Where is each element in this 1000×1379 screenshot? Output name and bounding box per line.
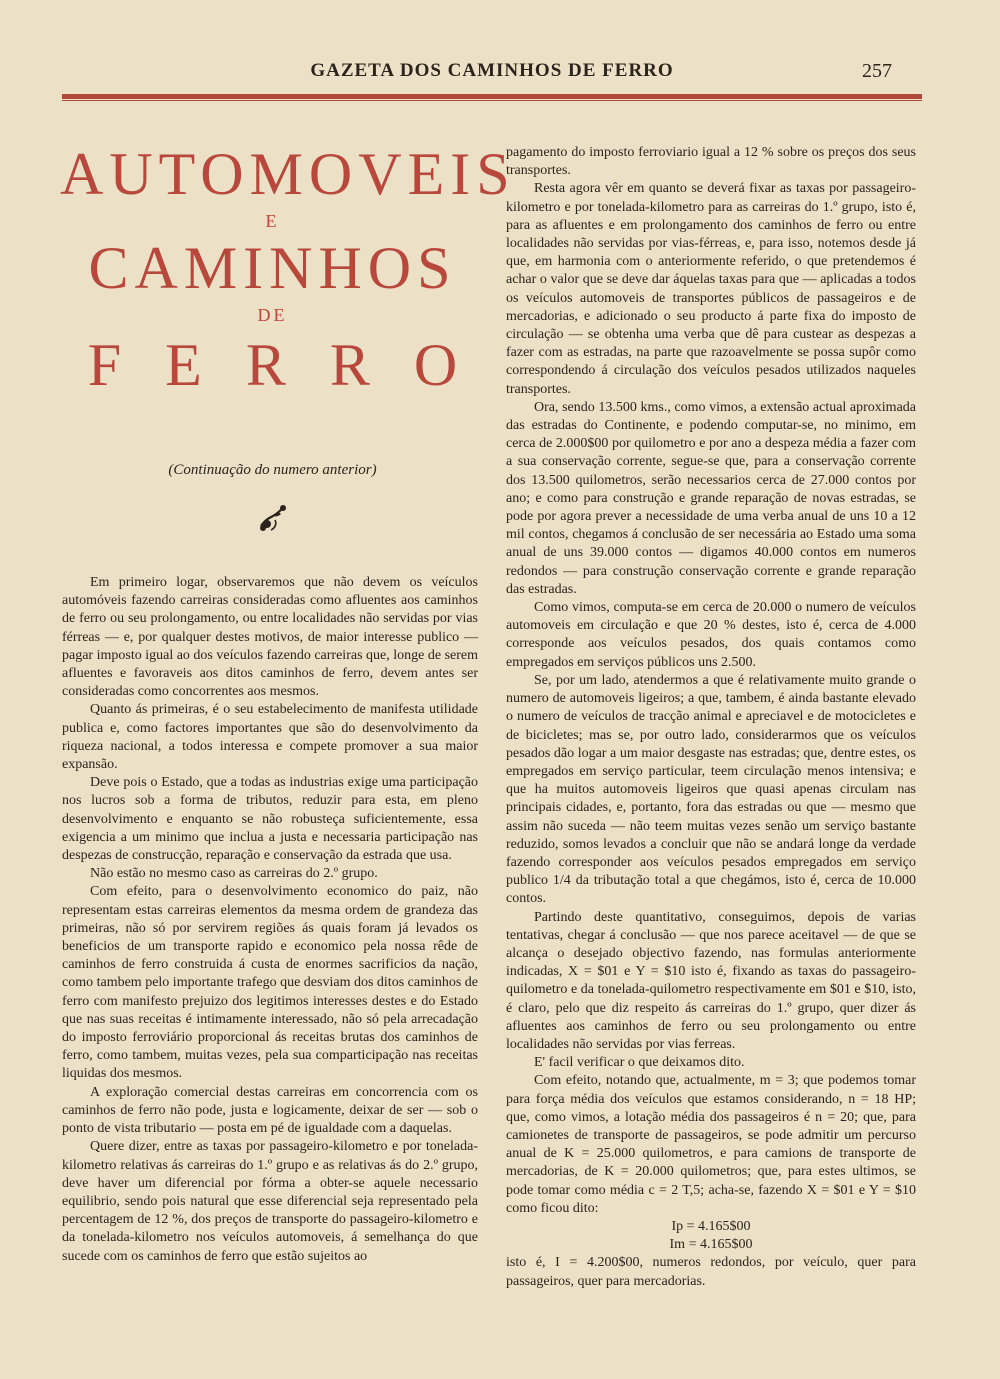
page-header xyxy=(62,58,922,94)
title-line-caminhos: CAMINHOS xyxy=(88,235,457,301)
right-column xyxy=(506,144,916,1291)
title-line-e: E xyxy=(265,211,280,231)
paragraph: pagamento do imposto ferroviario igual a 12 % sobre os preços dos seus transportes. xyxy=(506,145,916,179)
paragraph: Ora, sendo 13.500 kms., como vimos, a extensão actual aproximada das estradas do Continente, e podendo computar-se, no minimo, em cerca de 2.000$00 por quilometro e por ano a despeza média a fazer com a sua conservação corrente, segue-se que, para a conservação corrente dos 13.500 quilometros, serão necessarios cerca de 27.000 contos por ano; e como para construção e grande reparação de novas estradas, se pode por agora prever a necessidade de uma verba anual de uns 10 a 12 mil contos, chegamos á conclusão de ser necessária ao Estado uma soma anual de uns 39.000 contos — digamos 40.000 contos em numeros redondos — para construção conservação corrente e grande reparação das estradas. xyxy=(506,399,916,597)
paragraph-closing: isto é, I = 4.200$00, numeros redondos, por veículo, quer para passageiros, quer para mercadorias. xyxy=(506,1255,916,1289)
article-title xyxy=(60,140,516,402)
paragraph: Com efeito, notando que, actualmente, m = 3; que podemos tomar para força média dos veículos que estamos considerando, n = 18 HP; que, como vimos, a lotação média dos passageiros é n = 20; que, para camionetes de transporte de passageiros, se pode admitir um percurso anual de K = 25.000 quilometros, e para camions de transporte de mercadorias, de K = 20.000 quilometros; que, para estes ultimos, se pode tomar como média c = 2 T,5; acha-se, fazendo X = $01 e Y = $10 como ficou dito: xyxy=(506,1073,916,1216)
paragraph: Quanto ás primeiras, é o seu estabelecimento de manifesta utilidade publica e, como factores importantes que são do desenvolvimento da riqueza nacional, a todos interessa e compete promover a sua maior expansão. xyxy=(62,702,478,773)
paragraph: Não estão no mesmo caso as carreiras do 2.º grupo. xyxy=(90,866,378,882)
header-rule-thin xyxy=(62,100,922,101)
paragraph: E' facil verificar o que deixamos dito. xyxy=(534,1055,745,1071)
header-rule xyxy=(62,94,922,99)
title-line-automoveis: AUTOMOVEIS xyxy=(60,141,516,207)
paragraph: Se, por um lado, atendermos a que é relativamente muito grande o numero de automoveis ligeiros; a que, tambem, é ainda bastante elevado o numero de veículos de tracção animal e apreciavel e de motocicletes e de bicicletes; mas se, por outro lado, considerarmos que os veículos pesados dão logar a um maior desgaste nas estradas; que, dentre estes, os empregados em serviço particular, teem circulação menos intensiva; e que ha muitos automoveis ligeiros que quasi apenas circulam nas principais cidades, e, portanto, fora das estradas ou que — mesmo que assim não suceda — não teem muitas vezes senão um serviço bastante reduzido, somos levados a concluir que não se andará longe da verdade fazendo corresponder aos veículos pesados empregados em serviço publico 1/4 da tributação total a que chegámos, isto é, cerca de 10.000 contos. xyxy=(506,672,916,907)
formula-ip: Ip = 4.165$00 xyxy=(671,1218,751,1234)
left-column xyxy=(62,574,478,1266)
journal-title: GAZETA DOS CAMINHOS DE FERRO xyxy=(310,60,674,81)
paragraph: Partindo deste quantitativo, conseguimos, depois de varias tentativas, chegar á conclusão — que nos parece aceitavel — de que se alcança o desejado objectivo fazendo, nas formulas anteriormente indicadas, X = $01 e Y = $10 isto é, fixando as taxas do passageiro-quilometro e da tonelada-quilometro respectivamente em $01 e $10, isto, é claro, pelo que diz respeito ás carreiras do 1.º grupo, quer dizer ás afluentes aos caminhos de ferro ou seu prolongamento ou entre localidades não servidas por vias ferreas. xyxy=(506,909,916,1052)
paragraph: Em primeiro logar, observaremos que não devem os veículos automóveis fazendo carreiras consideradas como afluentes aos caminhos de ferro ou seu prolongamento, ou entre localidades não servidas por vias férreas — e, por qualquer destes motivos, de maior interesse publico — pagar imposto igual ao dos veículos fazendo carreiras que, longe de serem afluentes e favoraveis aos ditos caminhos de ferro, devem antes ser consideradas como concorrentes aos mesmos. xyxy=(62,575,478,700)
paragraph: Como vimos, computa-se em cerca de 20.000 o numero de veículos automoveis em circulação e que 20 % destes, isto é, cerca de 4.000 corresponde aos veículos pesados, dos quais contamos como empregados em serviços públicos uns 2.500. xyxy=(506,600,916,670)
paragraph: Deve pois o Estado, que a todas as industrias exige uma participação nos lucros sob a forma de tributos, reduzir para esta, em pleno desenvolvimento e enquanto se não robusteça suficientemente, essa exigencia a um minimo que inclua a justa e necessaria participação nas despezas de construcção, reparação e conservação da estrada que usa. xyxy=(62,775,478,864)
page-number: 257 xyxy=(862,60,892,82)
paragraph: Resta agora vêr em quanto se deverá fixar as taxas por passageiro-kilometro e por tonelada-kilometro para as carreiras do 1.º grupo, isto é, para as afluentes e em prolongamento dos caminhos de ferro ou entre localidades não servidas por vias-férreas, e, para isso, notemos desde já que, em harmonia com o anteriormente referido, o que pretendemos é achar o valor que se deve dar áquelas taxas para que — aplicadas a todos os veículos automoveis de transportes públicos de passageiros e de mercadorias, e adicionado o seu producto á parte fixa do imposto de circulação — se obtenha uma verba que dê para custear as despezas a fazer com as estradas, na parte que razoavelmente se possa supôr como correspondendo á circulação dos veículos pesados utilizados naqueles transportes. xyxy=(506,181,916,397)
title-line-de: DE xyxy=(257,305,288,325)
formula-im: Im = 4.165$00 xyxy=(669,1237,753,1253)
paragraph: A exploração comercial destas carreiras em concorrencia com os caminhos de ferro não pode, justa e logicamente, deixar de ser — sob o ponto de vista tributario — posta em pé de igualdade com a daquelas. xyxy=(62,1084,478,1137)
title-line-ferro: FERRO xyxy=(87,332,502,398)
paragraph: Quere dizer, entre as taxas por passageiro-kilometro e por tonelada-kilometro relativas ás carreiras do 1.º grupo e as relativas ás do 2.º grupo, deve haver um diferencial por fórma a obter-se aquele necessario equilibrio, sendo pois natural que esse diferencial seja representado pela percentagem de 12 %, dos preços de transporte do passageiro-kilometro e da tonelada-kilometro nos veículos automoveis, á semelhança do que sucede com os caminhos de ferro que estão sujeitos ao xyxy=(62,1139,478,1264)
article-subtitle: (Continuação do numero anterior) xyxy=(168,462,377,478)
flower-ornament-icon xyxy=(255,500,291,536)
paragraph: Com efeito, para o desenvolvimento economico do paiz, não representam estas carreiras elementos da mesma ordem de grandeza das primeiras, não só por servirem regiões ás quais foram já levados os beneficios de um transporte rapido e economico pela nossa rêde de caminhos de ferro construida á custa de enormes sacrificios da nação, como tambem pelo importante trafego que desviam dos ditos caminhos de ferro com manifesto prejuizo dos legitimos interesses destes e do Estado que nas suas receitas é intimamente interessado, não só pela arrecadação do imposto ferroviário proporcional ás receitas brutas dos caminhos de ferro, como tambem, muitas vezes, pela sua comparticipação nas receitas liquidas dos mesmos. xyxy=(62,884,479,1082)
